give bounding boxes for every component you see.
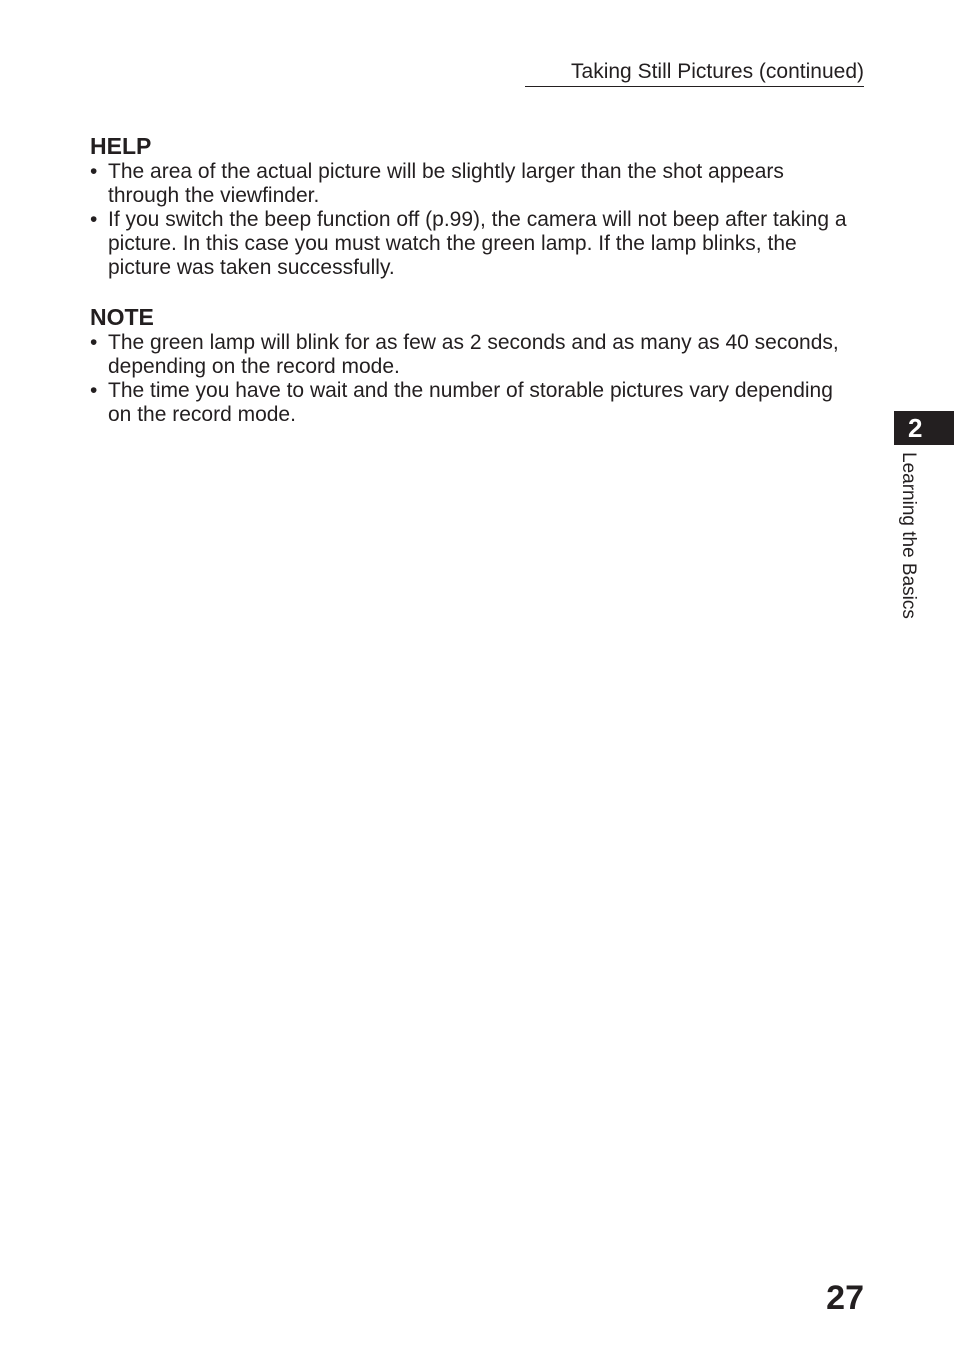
help-list	[90, 160, 860, 280]
note-item-text: The green lamp will blink for as few as 2 seconds and as many as 40 seconds, depending on the record mode.	[108, 331, 839, 378]
note-item	[90, 331, 860, 379]
bullet-icon: •	[90, 160, 98, 183]
help-section	[90, 132, 860, 280]
help-title: HELP	[90, 133, 152, 159]
help-item	[90, 160, 860, 208]
running-header: Taking Still Pictures (continued)	[525, 58, 864, 87]
note-item	[90, 379, 860, 427]
help-item-text: The area of the actual picture will be slightly larger than the shot appears through the viewfinder.	[108, 160, 784, 207]
bullet-icon: •	[90, 208, 98, 231]
help-item	[90, 208, 860, 280]
note-title: NOTE	[90, 304, 154, 330]
chapter-tab: 2	[894, 411, 954, 445]
help-item-text: If you switch the beep function off (p.99), the camera will not beep after taking a picture. In this case you must watch the green lamp. If the lamp blinks, the picture was taken successfully.	[108, 208, 847, 279]
bullet-icon: •	[90, 331, 98, 354]
note-item-text: The time you have to wait and the number of storable pictures vary depending on the record mode.	[108, 379, 833, 426]
note-section	[90, 303, 860, 427]
note-list	[90, 331, 860, 427]
bullet-icon: •	[90, 379, 98, 402]
chapter-side-label: Learning the Basics	[898, 452, 919, 619]
page-number: 27	[826, 1279, 864, 1317]
